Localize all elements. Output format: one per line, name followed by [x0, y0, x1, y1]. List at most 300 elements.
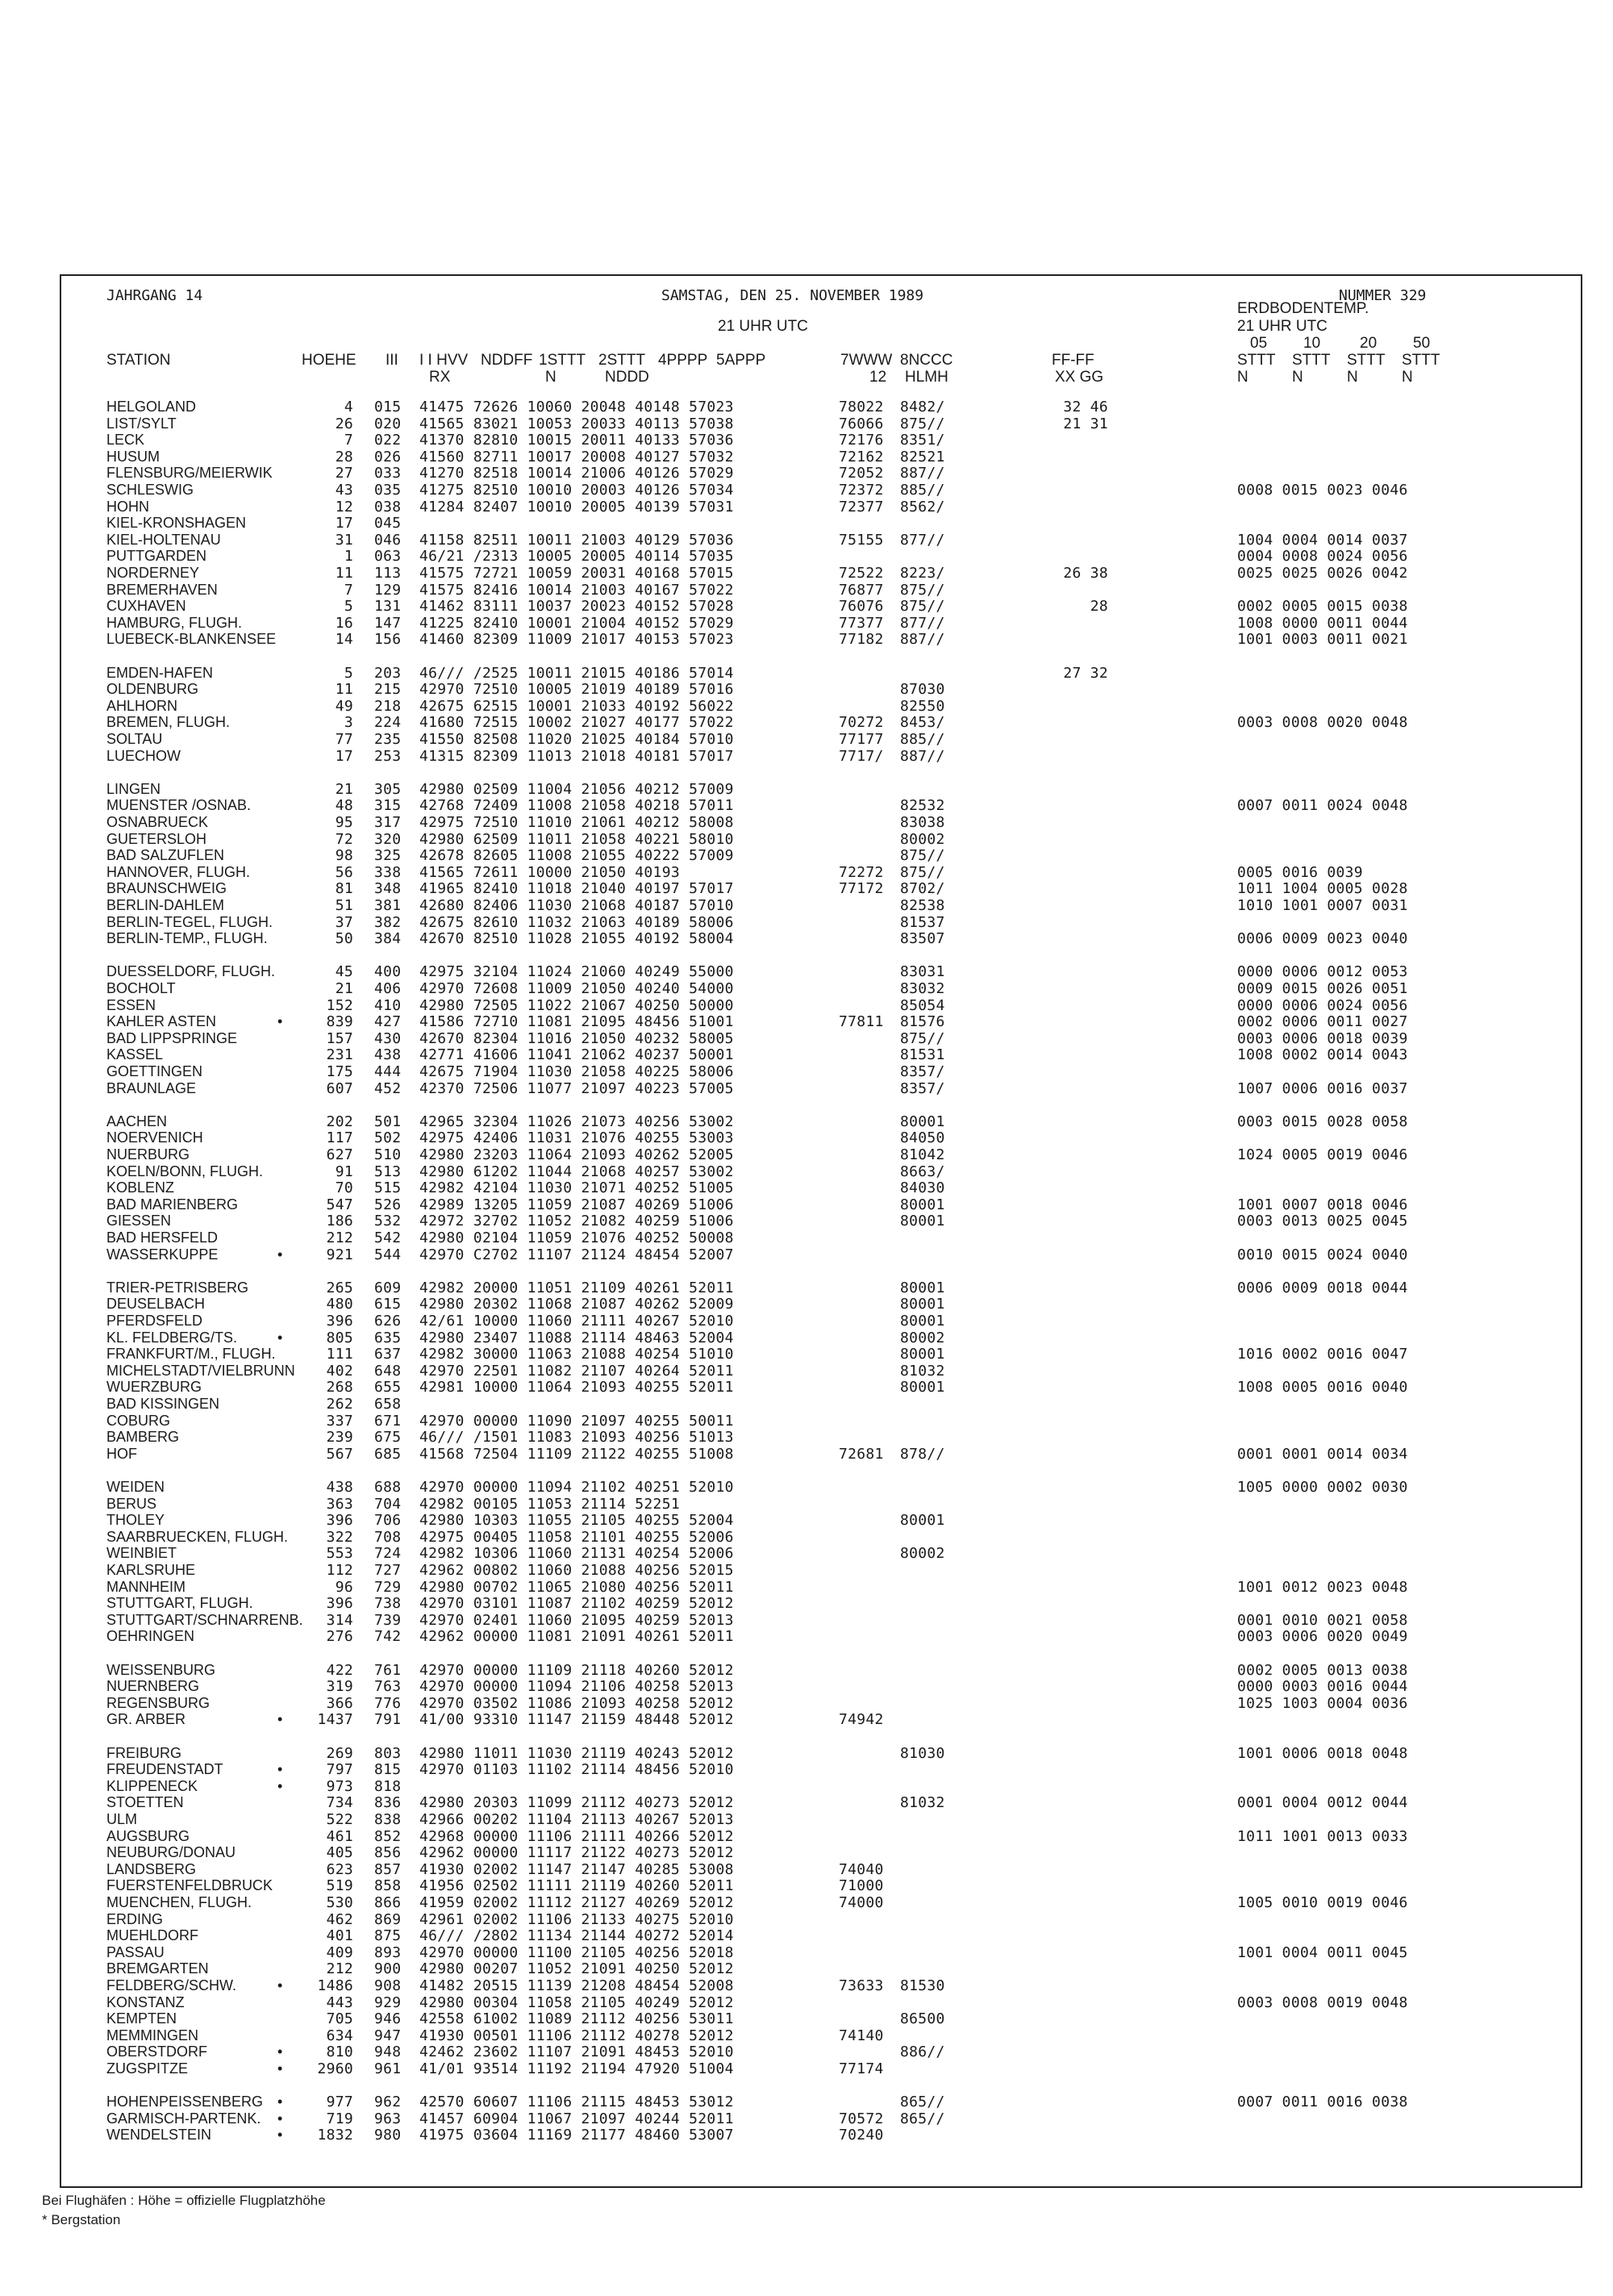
- station-number: 063: [374, 548, 402, 566]
- station-height: 11: [335, 565, 353, 582]
- table-row: [61, 1994, 1578, 2011]
- cloud-group: 865//: [900, 2094, 945, 2111]
- synop-groups: 42680 82406 11030 21068 40187 57010: [419, 897, 734, 914]
- station-height: 95: [335, 814, 353, 831]
- station-height: 973: [326, 1777, 353, 1795]
- table-row: [61, 465, 1578, 482]
- synop-groups: 46/// /2802 11134 21144 40272 52014: [419, 1927, 734, 1945]
- station-height: 567: [326, 1445, 353, 1463]
- station-number: 818: [374, 1777, 402, 1795]
- cloud-group: 84050: [900, 1129, 945, 1147]
- weather-group: 77174: [839, 2060, 884, 2077]
- col-8nccc-sub: HLMH: [905, 369, 948, 386]
- station-name: OLDENBURG: [106, 681, 199, 698]
- station-number: 963: [374, 2110, 402, 2127]
- station-number: 315: [374, 797, 402, 815]
- station-number: 235: [374, 731, 402, 748]
- mountain-station-marker: •: [277, 2110, 283, 2127]
- station-height: 231: [326, 1046, 353, 1064]
- station-number: 609: [374, 1279, 402, 1296]
- synop-groups: 42370 72506 11077 21097 40223 57005: [419, 1079, 734, 1097]
- cloud-group: 82521: [900, 448, 945, 465]
- station-height: 91: [335, 1163, 353, 1180]
- station-number: 253: [374, 747, 402, 765]
- cloud-group: 875//: [900, 581, 945, 599]
- footnote-airports: Bei Flughäfen : Höhe = offizielle Flugplatzhöhe: [42, 2193, 326, 2208]
- table-row: [61, 997, 1578, 1014]
- cloud-group: 8357/: [900, 1063, 945, 1080]
- synop-groups: 42980 62509 11011 21058 40221 58010: [419, 830, 734, 848]
- soil-temp-values: 0000 0003 0016 0044: [1237, 1678, 1408, 1696]
- station-number: 045: [374, 515, 402, 532]
- station-number: 724: [374, 1545, 402, 1563]
- table-row: [61, 731, 1578, 748]
- station-height: 45: [335, 963, 353, 981]
- soil-temp-values: 1008 0000 0011 0044: [1237, 614, 1408, 632]
- col-stt-05: STTT: [1237, 352, 1276, 369]
- station-name: TRIER-PETRISBERG: [106, 1279, 249, 1296]
- table-row: [61, 1678, 1578, 1695]
- table-row: [61, 748, 1578, 765]
- soil-temp-values: 0010 0015 0024 0040: [1237, 1246, 1408, 1263]
- station-height: 212: [326, 1229, 353, 1246]
- mountain-station-marker: •: [277, 2094, 283, 2110]
- weather-group: 74040: [839, 1860, 884, 1878]
- synop-groups: 41680 72515 10002 21027 40177 57022: [419, 714, 734, 732]
- soil-time-label: 21 UHR UTC: [1237, 318, 1327, 335]
- synop-groups: 42675 62515 10001 21033 40192 56022: [419, 697, 734, 715]
- station-number: 900: [374, 1960, 402, 1978]
- station-name: BAD LIPPSPRINGE: [106, 1029, 238, 1046]
- cloud-group: 83507: [900, 930, 945, 948]
- station-name: NORDERNEY: [106, 565, 200, 581]
- soil-temp-values: 1011 1001 0013 0033: [1237, 1827, 1408, 1845]
- synop-groups: 42982 30000 11063 21088 40254 51010: [419, 1346, 734, 1363]
- synop-groups: 41460 82309 11009 21017 40153 57023: [419, 631, 734, 649]
- synop-groups: 42962 00000 11081 21091 40261 52011: [419, 1628, 734, 1646]
- table-row: [61, 1330, 1578, 1346]
- station-height: 152: [326, 996, 353, 1014]
- weather-group: 76076: [839, 598, 884, 616]
- station-number: 203: [374, 664, 402, 682]
- station-height: 26: [335, 415, 353, 432]
- station-name: FRANKFURT/M., FLUGH.: [106, 1346, 276, 1363]
- soil-temp-values: 1025 1003 0004 0036: [1237, 1694, 1408, 1712]
- station-name: BRAUNSCHWEIG: [106, 880, 227, 897]
- cloud-group: 83032: [900, 980, 945, 997]
- station-number: 648: [374, 1362, 402, 1380]
- station-number: 858: [374, 1877, 402, 1895]
- col-8nccc: 8NCCC: [900, 352, 953, 369]
- cloud-group: 8663/: [900, 1163, 945, 1180]
- station-number: 948: [374, 2043, 402, 2061]
- station-height: 43: [335, 482, 353, 499]
- station-name: KOELN/BONN, FLUGH.: [106, 1163, 264, 1179]
- station-name: AHLHORN: [106, 697, 178, 714]
- station-name: DEUSELBACH: [106, 1296, 206, 1313]
- col-stt-50: STTT: [1402, 352, 1440, 369]
- table-row: [61, 2127, 1578, 2144]
- table-row: [61, 1662, 1578, 1679]
- synop-groups: 46/// /2525 10011 21015 40186 57014: [419, 664, 734, 682]
- table-row: [61, 1545, 1578, 1562]
- soil-temp-values: 0003 0008 0019 0048: [1237, 1993, 1408, 2011]
- table-row: [61, 1229, 1578, 1246]
- table-row: [61, 1479, 1578, 1496]
- wind-gust-group: 28: [1090, 598, 1108, 616]
- station-height: 627: [326, 1146, 353, 1163]
- soil-temp-values: 0001 0001 0014 0034: [1237, 1445, 1408, 1463]
- weather-group: 74942: [839, 1711, 884, 1729]
- cloud-group: 8357/: [900, 1079, 945, 1097]
- station-name: ULM: [106, 1811, 138, 1827]
- station-height: 175: [326, 1063, 353, 1080]
- soil-temp-values: 0006 0009 0023 0040: [1237, 930, 1408, 948]
- station-name: KARLSRUHE: [106, 1562, 196, 1578]
- table-row: [61, 781, 1578, 798]
- station-name: OSNABRUECK: [106, 814, 209, 830]
- station-name: MUENSTER /OSNAB.: [106, 797, 252, 814]
- soil-temp-values: 1011 1004 0005 0028: [1237, 880, 1408, 898]
- station-name: BAD MARIENBERG: [106, 1196, 239, 1213]
- station-height: 322: [326, 1528, 353, 1546]
- station-number: 776: [374, 1694, 402, 1712]
- station-height: 5: [344, 664, 353, 682]
- synop-groups: 42975 32104 11024 21060 40249 55000: [419, 963, 734, 981]
- soil-temp-values: 1008 0002 0014 0043: [1237, 1046, 1408, 1064]
- soil-temp-values: 0002 0006 0011 0027: [1237, 1013, 1408, 1031]
- synop-groups: 42982 00105 11053 21114 52251: [419, 1495, 680, 1513]
- station-number: 406: [374, 980, 402, 997]
- station-number: 838: [374, 1811, 402, 1828]
- station-height: 607: [326, 1079, 353, 1097]
- cloud-group: 887//: [900, 631, 945, 649]
- station-height: 21: [335, 780, 353, 798]
- cloud-group: 83038: [900, 814, 945, 831]
- station-height: 4: [344, 399, 353, 415]
- station-number: 893: [374, 1943, 402, 1961]
- table-row: [61, 1396, 1578, 1413]
- table-row: [61, 1828, 1578, 1845]
- table-row: [61, 698, 1578, 715]
- depth-50: 50: [1413, 335, 1431, 352]
- station-name: FREUDENSTADT: [106, 1761, 223, 1778]
- station-number: 026: [374, 448, 402, 465]
- station-height: 11: [335, 681, 353, 699]
- station-number: 946: [374, 2010, 402, 2028]
- cloud-group: 80001: [900, 1279, 945, 1296]
- cloud-group: 885//: [900, 731, 945, 748]
- table-row: [61, 1894, 1578, 1911]
- table-row: [61, 714, 1578, 731]
- station-height: 839: [326, 1013, 353, 1031]
- station-name: SAARBRUECKEN, FLUGH.: [106, 1528, 289, 1545]
- synop-groups: 42981 10000 11064 21093 40255 52011: [419, 1379, 734, 1396]
- table-row: [61, 1745, 1578, 1762]
- synop-groups: 46/// /1501 11083 21093 40256 51013: [419, 1429, 734, 1446]
- station-height: 186: [326, 1213, 353, 1230]
- table-row: [61, 1927, 1578, 1944]
- mountain-station-marker: •: [277, 1761, 283, 1778]
- synop-groups: 42970 22501 11082 21107 40264 52011: [419, 1362, 734, 1380]
- station-number: 430: [374, 1029, 402, 1047]
- table-row: [61, 582, 1578, 599]
- synop-groups: 41457 60904 11067 21097 40244 52011: [419, 2110, 734, 2127]
- station-height: 396: [326, 1512, 353, 1530]
- weather-group: 72052: [839, 465, 884, 482]
- table-row: [61, 532, 1578, 549]
- table-row: [61, 548, 1578, 565]
- station-height: 977: [326, 2094, 353, 2111]
- mountain-station-marker: •: [277, 1711, 283, 1728]
- station-number: 444: [374, 1063, 402, 1080]
- synop-groups: 42961 02002 11106 21133 40275 52010: [419, 1910, 734, 1928]
- table-row: [61, 1711, 1578, 1728]
- station-number: 515: [374, 1179, 402, 1197]
- mountain-station-marker: •: [277, 1977, 283, 1993]
- station-number: 675: [374, 1429, 402, 1446]
- weather-group: 77811: [839, 1013, 884, 1031]
- cloud-group: 80002: [900, 830, 945, 848]
- table-row: [61, 930, 1578, 947]
- weather-group: 70272: [839, 714, 884, 732]
- soil-temp-values: 0000 0006 0012 0053: [1237, 963, 1408, 981]
- station-number: 763: [374, 1678, 402, 1696]
- station-name: NEUBURG/DONAU: [106, 1844, 236, 1861]
- col-ihvv: I I HVV: [419, 352, 469, 369]
- station-name: ZUGSPITZE: [106, 2060, 189, 2077]
- station-height: 21: [335, 980, 353, 997]
- station-height: 461: [326, 1827, 353, 1845]
- station-name: GUETERSLOH: [106, 830, 207, 847]
- table-row: [61, 1811, 1578, 1828]
- station-name: BERLIN-TEMP., FLUGH.: [106, 930, 268, 947]
- synop-groups: 42975 72510 11010 21061 40212 58008: [419, 814, 734, 831]
- table-row: [61, 1496, 1578, 1513]
- cloud-group: 865//: [900, 2110, 945, 2127]
- soil-temp-values: 0000 0006 0024 0056: [1237, 996, 1408, 1014]
- station-name: HOHN: [106, 498, 149, 515]
- table-row: [61, 1279, 1578, 1296]
- col-ihvv-sub: RX: [429, 369, 451, 386]
- station-name: LECK: [106, 432, 145, 449]
- synop-groups: 42970 02401 11060 21095 40259 52013: [419, 1611, 734, 1629]
- synop-groups: 41956 02502 11111 21119 40260 52011: [419, 1877, 734, 1895]
- station-number: 869: [374, 1910, 402, 1928]
- station-height: 705: [326, 2010, 353, 2028]
- station-name: MUEHLDORF: [106, 1927, 199, 1944]
- table-row: [61, 1379, 1578, 1396]
- cloud-group: 887//: [900, 465, 945, 482]
- synop-groups: 46/21 /2313 10005 20005 40114 57035: [419, 548, 734, 566]
- station-number: 400: [374, 963, 402, 981]
- cloud-group: 885//: [900, 482, 945, 499]
- weather-group: 77172: [839, 880, 884, 898]
- synop-groups: 42980 61202 11044 21068 40257 53002: [419, 1163, 734, 1180]
- table-row: [61, 432, 1578, 449]
- weather-group: 72162: [839, 448, 884, 465]
- station-number: 427: [374, 1013, 402, 1031]
- synop-groups: 41158 82511 10011 21003 40129 57036: [419, 531, 734, 549]
- synop-groups: 41560 82711 10017 20008 40127 57032: [419, 448, 734, 465]
- station-number: 218: [374, 697, 402, 715]
- soil-temp-values: 1001 0012 0023 0048: [1237, 1578, 1408, 1596]
- station-number: 438: [374, 1046, 402, 1064]
- synop-groups: 42980 20303 11099 21112 40273 52012: [419, 1794, 734, 1812]
- mountain-station-marker: •: [277, 1246, 283, 1263]
- table-row: [61, 1595, 1578, 1612]
- col-ffff: FF-FF: [1052, 352, 1094, 369]
- station-name: STUTTGART/SCHNARRENB.: [106, 1611, 303, 1628]
- table-row: [61, 1944, 1578, 1961]
- station-name: HANNOVER, FLUGH.: [106, 863, 251, 880]
- station-name: NOERVENICH: [106, 1129, 203, 1146]
- station-name: GARMISCH-PARTENK.: [106, 2110, 261, 2127]
- station-height: 157: [326, 1029, 353, 1047]
- station-name: GIESSEN: [106, 1213, 172, 1229]
- synop-groups: 41565 72611 10000 21050 40193: [419, 863, 680, 881]
- cloud-group: 875//: [900, 847, 945, 865]
- cloud-group: 82550: [900, 697, 945, 715]
- weather-group: 73633: [839, 1977, 884, 1994]
- table-row: [61, 598, 1578, 615]
- station-height: 405: [326, 1844, 353, 1862]
- col-4pppp: 4PPPP: [658, 352, 708, 369]
- soil-temp-values: 0006 0009 0018 0044: [1237, 1279, 1408, 1296]
- table-row: [61, 1612, 1578, 1629]
- mountain-station-marker: •: [277, 2043, 283, 2060]
- station-name: MUENCHEN, FLUGH.: [106, 1894, 252, 1910]
- synop-groups: 42989 13205 11059 21087 40269 51006: [419, 1196, 734, 1213]
- table-row: [61, 1063, 1578, 1080]
- station-height: 5: [344, 598, 353, 616]
- station-name: OBERSTDORF: [106, 2043, 208, 2060]
- soil-temp-values: 0005 0016 0039: [1237, 863, 1363, 881]
- station-height: 314: [326, 1611, 353, 1629]
- col-1sttt: 1STTT: [539, 352, 586, 369]
- synop-groups: 42970 01103 11102 21114 48456 52010: [419, 1761, 734, 1779]
- station-height: 438: [326, 1479, 353, 1496]
- station-height: 409: [326, 1943, 353, 1961]
- station-name: STUTTGART, FLUGH.: [106, 1595, 253, 1612]
- weather-group: 70240: [839, 2127, 884, 2144]
- station-number: 739: [374, 1611, 402, 1629]
- table-row: [61, 415, 1578, 432]
- synop-groups: 42982 10306 11060 21131 40254 52006: [419, 1545, 734, 1563]
- cloud-group: 878//: [900, 1445, 945, 1463]
- soil-temp-values: 1005 0000 0002 0030: [1237, 1479, 1408, 1496]
- synop-groups: 42675 82610 11032 21063 40189 58006: [419, 913, 734, 931]
- station-number: 038: [374, 498, 402, 516]
- station-number: 131: [374, 598, 402, 616]
- station-number: 035: [374, 482, 402, 499]
- synop-groups: 42462 23602 11107 21091 48453 52010: [419, 2043, 734, 2061]
- station-name: BAMBERG: [106, 1429, 180, 1446]
- station-number: 980: [374, 2127, 402, 2144]
- cloud-group: 84030: [900, 1179, 945, 1197]
- cloud-group: 8453/: [900, 714, 945, 732]
- station-number: 962: [374, 2094, 402, 2111]
- station-name: SCHLESWIG: [106, 482, 194, 498]
- station-height: 337: [326, 1412, 353, 1430]
- cloud-group: 875//: [900, 415, 945, 432]
- station-number: 156: [374, 631, 402, 649]
- table-row: [61, 2010, 1578, 2027]
- station-number: 544: [374, 1246, 402, 1263]
- station-number: 338: [374, 863, 402, 881]
- col-ffff-sub: XX GG: [1055, 369, 1104, 386]
- station-name: MEMMINGEN: [106, 2027, 198, 2043]
- cloud-group: 80001: [900, 1213, 945, 1230]
- mountain-station-marker: •: [277, 2127, 283, 2144]
- station-height: 28: [335, 448, 353, 465]
- soil-temp-values: 0008 0015 0023 0046: [1237, 482, 1408, 499]
- station-height: 268: [326, 1379, 353, 1396]
- synop-groups: 41275 82510 10010 20003 40126 57034: [419, 482, 734, 499]
- station-name: KEMPTEN: [106, 2010, 177, 2027]
- station-height: 1: [344, 548, 353, 566]
- soil-temp-values: 0003 0008 0020 0048: [1237, 714, 1408, 732]
- station-height: 443: [326, 1993, 353, 2011]
- station-height: 522: [326, 1811, 353, 1828]
- station-name: BREMGARTEN: [106, 1960, 209, 1977]
- synop-groups: 42975 42406 11031 21076 40255 53003: [419, 1129, 734, 1147]
- station-number: 532: [374, 1213, 402, 1230]
- station-name: PASSAU: [106, 1943, 165, 1960]
- station-name: KIEL-HOLTENAU: [106, 531, 221, 548]
- table-row: [61, 1446, 1578, 1463]
- station-number: 384: [374, 930, 402, 948]
- table-row: [61, 1911, 1578, 1928]
- station-number: 742: [374, 1628, 402, 1646]
- station-name: OEHRINGEN: [106, 1628, 195, 1645]
- synop-groups: 42966 00202 11104 21113 40267 52013: [419, 1811, 734, 1828]
- station-height: 623: [326, 1860, 353, 1878]
- synop-groups: 41568 72504 11109 21122 40255 51008: [419, 1445, 734, 1463]
- weather-group: 76877: [839, 581, 884, 599]
- synop-groups: 42970 03502 11086 21093 40258 52012: [419, 1694, 734, 1712]
- station-number: 502: [374, 1129, 402, 1147]
- station-height: 553: [326, 1545, 353, 1563]
- soil-temp-values: 0003 0015 0028 0058: [1237, 1113, 1408, 1130]
- weather-group: 75155: [839, 531, 884, 549]
- table-row: [61, 1960, 1578, 1977]
- station-name: KLIPPENECK: [106, 1777, 198, 1794]
- table-row: [61, 1179, 1578, 1196]
- station-name: CUXHAVEN: [106, 598, 186, 615]
- synop-groups: 41575 72721 10059 20031 40168 57015: [419, 565, 734, 582]
- table-row: [61, 2043, 1578, 2060]
- synop-groups: 41462 83111 10037 20023 40152 57028: [419, 598, 734, 616]
- nummer-label: NUMMER 329: [1339, 287, 1427, 304]
- cloud-group: 8562/: [900, 498, 945, 516]
- synop-groups: 41370 82810 10015 20011 40133 57036: [419, 432, 734, 449]
- station-number: 836: [374, 1794, 402, 1812]
- table-row: [61, 1296, 1578, 1313]
- station-height: 212: [326, 1960, 353, 1978]
- station-name: AUGSBURG: [106, 1827, 190, 1844]
- station-number: 501: [374, 1113, 402, 1130]
- station-name: HUSUM: [106, 448, 160, 465]
- station-name: BAD KISSINGEN: [106, 1396, 220, 1412]
- station-name: REGENSBURG: [106, 1694, 210, 1711]
- station-name: FREIBURG: [106, 1744, 182, 1761]
- table-row: [61, 681, 1578, 698]
- station-number: 022: [374, 432, 402, 449]
- synop-groups: 42980 11011 11030 21119 40243 52012: [419, 1744, 734, 1762]
- station-number: 704: [374, 1495, 402, 1513]
- station-name: KL. FELDBERG/TS.: [106, 1329, 238, 1346]
